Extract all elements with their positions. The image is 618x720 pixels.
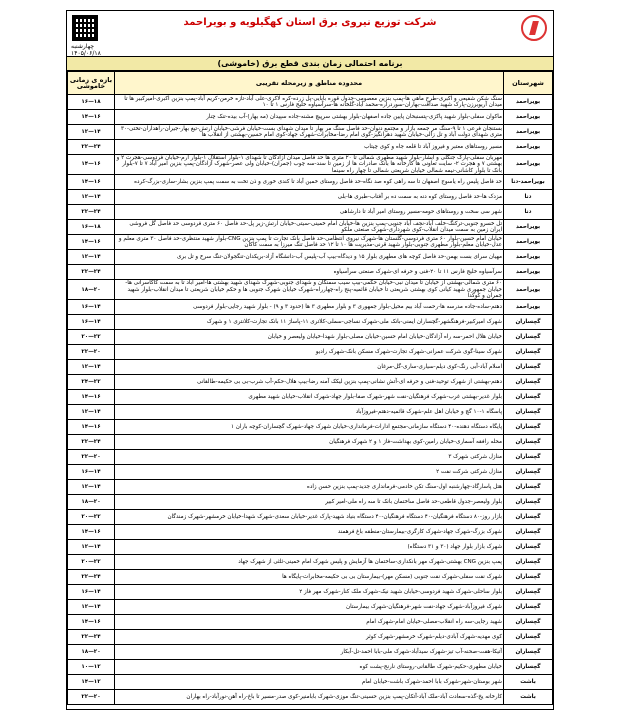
table-row [68,125,553,140]
table-row [68,345,553,360]
row-area: بازار روز-۸۰ دستگاه فرهنگیان-۴۰ دستگاه فرهنگیان-۴۰ دستگاه بنیاد شهید-پارک غدیر-خیابان سعدی-شهرک شهدا-خیابان خرمشهر-شهرک زمندگان [115,510,504,525]
row-city: گچساران [504,375,553,390]
row-area: بلوار ساحلی-شهرک شهید فردوسی-خیابان شهید نیک-شهرک ملک کنار-شهرک مهر فاز ۲ [115,585,504,600]
table-row [68,375,553,390]
row-time: ۱۴—۱۶ [68,420,115,435]
row-area: دهتم-بهشتی از شهرک توحید-فنی و حرفه ای-آتش نشانی-پمپ بنزین لیکک آمنه رضا-بیپ هلال-حکم-آب شرب-بی بی حکیمه-طالقانی [115,375,504,390]
row-city: گچساران [504,480,553,495]
table-row [68,600,553,615]
table-row [68,585,553,600]
document-header [67,11,553,57]
row-city: گچساران [504,660,553,675]
table-row [68,450,553,465]
row-city: گچساران [504,390,553,405]
row-time: ۲۲—۲۴ [68,140,115,155]
row-city: گچساران [504,585,553,600]
qr-code-icon [72,15,98,41]
row-city: بویراحمد [504,235,553,250]
table-header-row [68,72,553,95]
row-city: بویراحمد [504,265,553,280]
row-area: کوی مهدیه-شهرک آبادی-دیلم-شهرک خرمشهر-شهرک کوثر [115,630,504,645]
row-area: سرآسیاوه خلیج فارس ۱۱ تا ۲۰-فنی و حرفه ای-شهرک صنعتی سرآسیاوه [115,265,504,280]
row-area: کارخانه یخ-گذه-سعادت آباد-ملک آباد-آتکان-پمپ بنزین حسینی-تنگ موزی-شهرک بابامنیر-کوی صدر-مسیر تا باغ-راه آهن-نورآباد-راه بهاران [115,690,504,705]
row-city: بویراحمد [504,140,553,155]
row-city: بویراحمد [504,95,553,110]
table-row [68,480,553,495]
table-row [68,315,553,330]
row-area: شهر بوستان-شهر-شهرک بابا احمد-شهرک باشت-خیابان امام [115,675,504,690]
row-area: شهید رجایی-سه راه انقلاب-مصلی-خیابان امام-شهرک امام [115,615,504,630]
table-row [68,420,553,435]
row-time: ۱۴—۱۶ [68,155,115,175]
table-row [68,155,553,175]
col-time-header: بازه ی زمانی خاموشی [68,72,115,95]
table-row [68,220,553,235]
row-time: ۲۴—۲۲ [68,375,115,390]
row-area: پاسگاه ۱-۱۰ گچ و خیابان اهل علم-شهرک قائمیه-دهتم-فیروزآباد [115,405,504,420]
row-area: محله رافقه آسماری-خیابان رامین-کوی بهداشت-فاز ۱ و ۲ شهرک فرهنگیان [115,435,504,450]
row-area: خیابان امام حسین-بلوار ۶۰ متری فردوسی-گلستان ها-شهرک نیروی انتظامی-حد فاصل بانک تجارت تا پمپ بنزین CNG-بلوار شهید منتظری-حد فاصل ۳۰ متری معلم و عدل-خیابان معلم-بلوار مطهری جنوبی-بلوار شهید قرنی-مدیریت ها ۱۰ تا ۱۲ حد فاصل تنگ میرزا به سمت کاکان [115,235,504,250]
row-area: منازل شرکتی شرکت نفت ۲ [115,465,504,480]
table-row [68,615,553,630]
table-row [68,405,553,420]
row-city: گچساران [504,495,553,510]
row-city: گچساران [504,405,553,420]
table-row [68,265,553,280]
table-row [68,205,553,220]
table-row [68,360,553,375]
table-row [68,140,553,155]
row-city: گچساران [504,570,553,585]
table-row [68,280,553,300]
row-time: ۲۰—۲۲ [68,330,115,345]
row-time: ۱۴—۱۶ [68,235,115,250]
table-row [68,555,553,570]
row-time: ۱۲—۱۴ [68,405,115,420]
table-row [68,175,553,190]
weekday: چهارشنبه [71,43,95,50]
row-city: گچساران [504,630,553,645]
row-city: گچساران [504,420,553,435]
row-time: ۲۰—۲۲ [68,510,115,525]
table-row [68,690,553,705]
row-area: شهرک بازار بلوار جهاد (۳۰ و ۳۱ دستگاه) [115,540,504,555]
row-time: ۱۶—۱۴ [68,300,115,315]
row-time: ۱۴—۱۶ [68,390,115,405]
row-time: ۱۶—۱۴ [68,585,115,600]
row-area: حد فاصل پلیس راه یاسوج اصفهان تا سه راهی کوه صد نگاه-حد فاصل روستای خمین آباد تا کندی خوری و ذن تخت به سمت پمپ بنزین بشار-ساری-بزرگ-کرده [115,175,504,190]
row-area: بستنجان فرعی ۱ تا ۹-سنگ مر جمعه بازار و مجتمع دنوان-حد فاصل سنگ مر بهار تا میدان شهدای بست-خیابان فرشی-خیابان ارتش-تیغ بهار-جیران-راهداران-تختی-۳۰ متری شهدای دولت آباد و تل زالی-خیابان شهید دهرانگیز-گوی امام رضا-مخابرات-شهرک جهاد-کوی امام حسین-بهشتی از انقلاب ها [115,125,504,140]
row-area: خیابان هلال احمر-سه راه آزادگان-خیابان امام حسین-خیابان مصلی-بلوار شهدا-خیابان ولیعصر و خیابان [115,330,504,345]
row-area: دهتم-ساده-جاده مدرسه ها-رحمت آباد بیم محیل-بلوار جمهوری ۳ و بلوار مطهری ۳ ها (حدود ۳ و ۹) - بلوار شهید رجایی-بلوار فردوسی [115,300,504,315]
row-city: بویراحمد [504,220,553,235]
row-area: تل خسرو جنوبی-ترکنگ-خلف آباد-نجف آباد جنوبی-پمپ بنزین ها-خیابان امام خمینی-سیتی-خیابان ارتش-زیر پل-حد فاصل ۶۰ متری فردوسی حد فاصل گل فروشی ایران زمین به سمت میدان انقلاب-کوی شهرداری-شهرک صنعتی ملکو [115,220,504,235]
row-time: ۱۴—۱۲ [68,675,115,690]
table-row [68,645,553,660]
row-city: گچساران [504,540,553,555]
row-time: ۱۸—۲۰ [68,495,115,510]
table-row [68,465,553,480]
table-row [68,190,553,205]
row-city: گچساران [504,465,553,480]
company-logo-icon [521,15,547,41]
row-time: ۱۴—۱۶ [68,525,115,540]
row-city: گچساران [504,555,553,570]
row-city: باشت [504,690,553,705]
row-time: ۱۸—۲۰ [68,645,115,660]
row-city: دنا [504,190,553,205]
table-row [68,495,553,510]
row-time: ۱۲—۱۴ [68,540,115,555]
row-city: بویراحمد-دنا [504,175,553,190]
schedule-table [67,71,553,705]
row-time: ۱۶—۱۴ [68,465,115,480]
row-city: بویراحمد [504,110,553,125]
row-city: گچساران [504,330,553,345]
row-area: مزدک ها-حد فاصل روستای کوه دنه به سمت ده بر آفتاب-طبری ها-بلی [115,190,504,205]
row-area: بلوار ولیعصر-جدول قاطعی-حد فاصل ساختمان بانک تا سه راه ملی-امیر کبیر [115,495,504,510]
row-area: شهرک امیرکبیر-فرهنگشهر-گچساران ایمنی-بانک ملی-شهرک نساجی-سملی-کلاتری ۱۱-پاساژ ۱۱ بانک تجارت-کلانتری ۱ و شهرک [115,315,504,330]
row-time: ۱۴—۱۶ [68,110,115,125]
row-time: ۱۲—۱۴ [68,600,115,615]
row-city: گچساران [504,525,553,540]
row-area: خیابان مطهری-حکیم-شهرک طالقانی-روستای نارنج-پشت کوه [115,660,504,675]
row-time: ۲۲—۲۴ [68,630,115,645]
row-city: گچساران [504,615,553,630]
row-area: شهر سی سخت و روستاهای حومه-مسیر روستای امیر آباد تا دارشاهی [115,205,504,220]
row-time: ۲۲—۲۰ [68,450,115,465]
row-time: ۱۶—۱۴ [68,315,115,330]
row-area: هتل پاسارگاد-چهارشنبه اول-سنگ تکن خادمی-فرمانداری جدید-پمپ بنزین حسن زاده [115,480,504,495]
row-city: بویراحمد [504,155,553,175]
date: ۱۴۰۵/۰۶/۱۸ [71,50,101,57]
row-area: مهیان سرای بست بهمن-حد فاصل کوچه های مطهری بلوار ۱۵ و دیدگاه-بیپ آب-پلیس آب-دانشگاه آزاد-بریکدان-تنگجولان-تنگ سرخ و تل بری [115,250,504,265]
row-area: شهرک نفت سفلی-شهرک نفت جنوبی (مسکن مهر)-بیمارستان بی بی حکیمه-مخابرات-پایگاه ها [115,570,504,585]
company-title: شرکت توزیع نیروی برق استان کهگیلویه و بویراحمد [183,17,437,28]
row-area: بلوار غدیر-بهشتی غرب-شهرک فرهنگیان-نفت شهر-شهرک صفا-بلوار جهاد-شهرک انقلاب-خیابان شهید مطهری [115,390,504,405]
row-city: بویراحمد [504,280,553,300]
table-body [68,95,553,705]
date-block [71,43,101,57]
col-city-header: شهرستان [504,72,553,95]
row-time: ۱۲—۱۴ [68,190,115,205]
table-row [68,510,553,525]
row-area: ۶۰ متری شمالی-بهشتی از خیابان تا میدان نبی-خیابان حکمی-بیپ سیب سمنگان و شهدای جنوبی-شهرک شهدای شهید بهشتی ها-امیر آباد تا به سمت کاکاسرانی ها-خیابان جمهوری شهید کیانی کوی بهشتی شریعتی تا خیابان قائمیه-پنج راه-چهارراه-شهرک خیابان شهرک جنوبی ها و حکم خیابان شریعتی تا میدان انقلاب-بلوار شهید جمران و کوکدا [115,280,504,300]
row-time: ۲۲—۲۴ [68,205,115,220]
table-row [68,660,553,675]
row-city: بویراحمد [504,300,553,315]
row-area: شهرک سینا-گوی شرکت عمرانی-شهرک تجارت-شهرک مسکن بانک-شهرک رادیو [115,345,504,360]
table-row [68,525,553,540]
table-row [68,675,553,690]
row-area: مهربان سفلی-پارک جنگلی و آبشار-بلوار شهید مطهری شمالی تا ۲۰ متری ها حد فاصل میدان آزادگان تا شهدای ۱-بلوار استقلال ۱-بلوار ارم-خیابان فردوسی-هجرت ۲ و بهشتی ۷ و هجرت ۲- سایت تعاونی ها کارخانه ها بانک صادرات ها از زمین تا سند-سه چوب (جمران)-خیابان ولی عصر-شهرک آزادگان-پمپ بنزین امیر آباد ۷ تا ۷-بلوار بانک تا بلوار کاشانی-نیمه شمالی خیابان شریعتی شمالی تا چهار راه سینما [115,155,504,175]
row-time: ۱۲—۱۴ [68,360,115,375]
row-area: مسیر روستاهای معتبر و فیروز آباد تا قلعه جاه و کوی چیتاب [115,140,504,155]
table-row [68,390,553,405]
table-row [68,250,553,265]
row-area: اسلام آباد-آبی رنگ-کوی دیلم-سیاری-ساری-گل-مرغان [115,360,504,375]
row-area: آتیکا-هفت-صحنه-آب تیز-شهرک سیدآباد-شهرک ملی-بابا احمد-تل-آبکار [115,645,504,660]
row-area: شهرک فیروزآباد-شهرک جهاد-نفت شهر-فرهنگیان-شهرک بیمارستان [115,600,504,615]
table-row [68,330,553,345]
table-row [68,300,553,315]
row-time: ۲۲—۲۰ [68,690,115,705]
row-time: ۱۴—۱۶ [68,615,115,630]
row-city: گچساران [504,345,553,360]
row-city: گچساران [504,435,553,450]
row-time: ۱۸—۲۰ [68,280,115,300]
row-time: ۲۲—۲۴ [68,265,115,280]
row-time: ۱۲—۱۴ [68,480,115,495]
row-city: باشت [504,675,553,690]
row-city: گچساران [504,315,553,330]
row-time: ۱۴—۱۶ [68,175,115,190]
row-area: پایگاه دستگاه دهنده-۴۰ دستگاه سازمانی-مجتمع ادارات-فرمانداری-خیابان شهرک جهاد-شهرک گچساران-کوچه باران ۱ [115,420,504,435]
row-time: ۲۲—۲۴ [68,435,115,450]
row-time: ۱۰—۱۲ [68,660,115,675]
table-row [68,110,553,125]
row-city: گچساران [504,450,553,465]
row-area: سنگ شکن شفیعی و اکبری-طرح ماهی ها-پمپ بنزین معصومی-جدول قوره بابایی-پل زرده-کره لاکری-علی آباد-تازه خرمن-کریم آباد-پمپ بنزین اکبری-امیرکبیر ها تا میدان آریوبرزن-پارک شهید صداقت-بهاران-سوردراره-محمد آباد-گلخانه ها-سرآسیاوه خلیج فارس ۱ تا ۱۰ [115,95,504,110]
row-area: شهرک بزرگ-شهرک جهاد-شهرک کارگری-بیمارستان-منطقه باغ فرهمند [115,525,504,540]
row-time: ۱۶—۱۸ [68,220,115,235]
row-area: ماکوان سفلی-بلوار شهید پاکزی-پتسنبحان پایین جاده اصفهان-بلوار بهشتی سرپیچ مشنه-جاده سپیدان (مه بهار)-آب بیده-تنک چنار [115,110,504,125]
row-city: گچساران [504,510,553,525]
col-area-header: محدوده مناطق و زیرمحله تقریبی [115,72,504,95]
row-time: ۱۲—۱۴ [68,125,115,140]
row-time: ۲۲—۲۴ [68,570,115,585]
table-row [68,570,553,585]
row-city: گچساران [504,360,553,375]
row-time: ۲۰—۲۲ [68,555,115,570]
program-title: برنامه احتمالی زمان بندی قطع برق (خاموشی) [67,57,553,71]
row-time: ۲۲—۲۰ [68,345,115,360]
row-city: بویراحمد [504,250,553,265]
row-time: ۱۶—۱۸ [68,95,115,110]
row-city: دنا [504,205,553,220]
row-area: منازل شرکتی شهرک ۳ [115,450,504,465]
table-row [68,435,553,450]
row-time: ۱۲—۱۴ [68,250,115,265]
row-city: گچساران [504,645,553,660]
table-row [68,540,553,555]
row-city: بویراحمد [504,125,553,140]
row-city: گچساران [504,600,553,615]
schedule-sheet [66,10,554,710]
table-row [68,95,553,110]
table-row [68,235,553,250]
table-row [68,630,553,645]
row-area: پمپ بنزین CNG بهشتی-شهرک مهر بانکداری-ساختمان ها آزمایش و پلیس شهرک امام خمینی-ثلثی از شهرک جهاد [115,555,504,570]
